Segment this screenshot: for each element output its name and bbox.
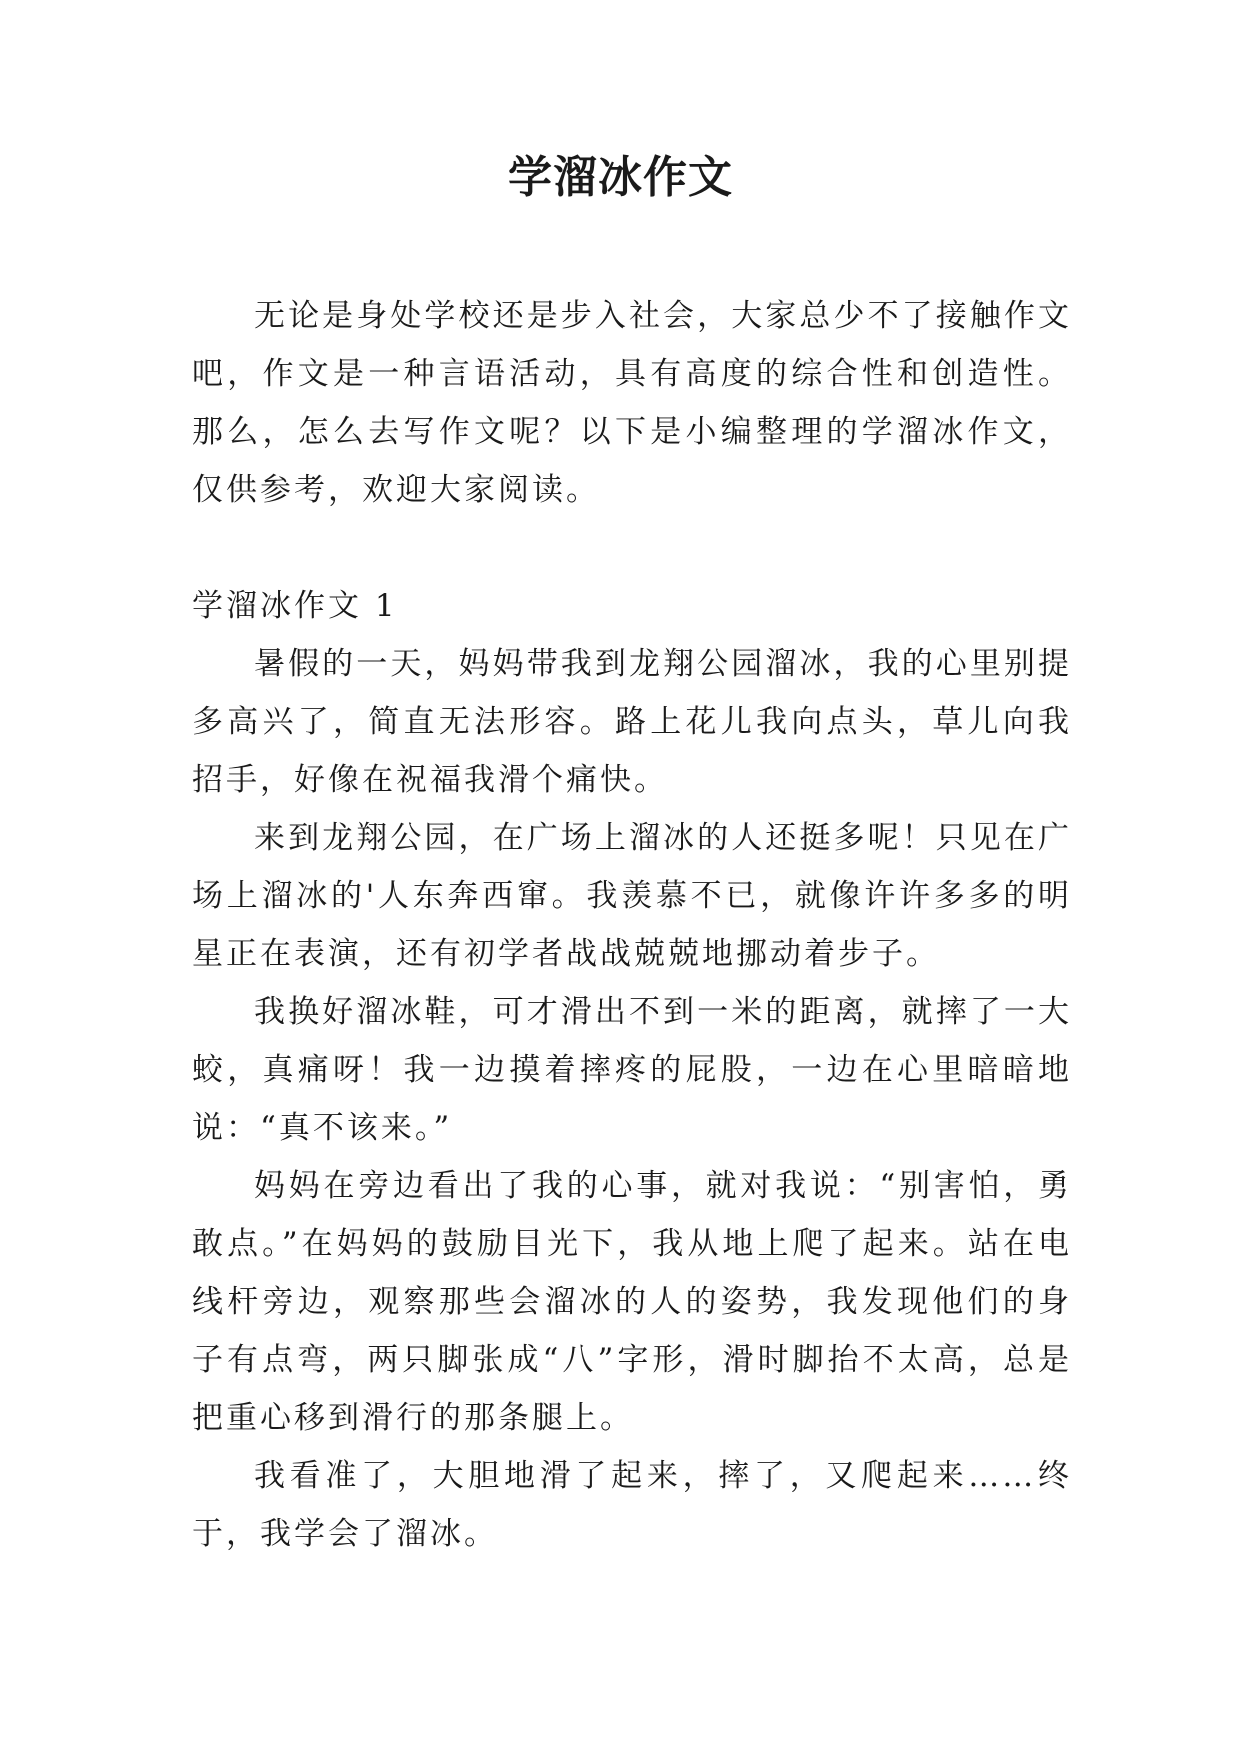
body-paragraph: 来到龙翔公园，在广场上溜冰的人还挺多呢！只见在广场上溜冰的'人东奔西窜。我羡慕不已，就像许许多多的明星正在表演，还有初学者战战兢兢地挪动着步子。: [192, 820, 1072, 972]
body-paragraph: 我换好溜冰鞋，可才滑出不到一米的距离，就摔了一大蛟，真痛呀！我一边摸着摔疼的屁股，一边在心里暗暗地说：“真不该来。”: [192, 994, 1072, 1146]
body-paragraph: 我看准了，大胆地滑了起来，摔了，又爬起来……终于，我学会了溜冰。: [192, 1458, 1072, 1552]
body-paragraph: 妈妈在旁边看出了我的心事，就对我说：“别害怕，勇敢点。”在妈妈的鼓励目光下，我从地上爬了起来。站在电线杆旁边，观察那些会溜冰的人的姿势，我发现他们的身子有点弯，两只脚张成“八”字形，滑时脚抬不太高，总是把重心移到滑行的那条腿上。: [192, 1168, 1072, 1436]
document-body: [192, 287, 1072, 1563]
intro-paragraph: 无论是身处学校还是步入社会，大家总少不了接触作文吧，作文是一种言语活动，具有高度的综合性和创造性。那么，怎么去写作文呢？以下是小编整理的学溜冰作文，仅供参考，欢迎大家阅读。: [192, 298, 1072, 508]
document-title: 学溜冰作文: [508, 152, 733, 203]
section-heading: 学溜冰作文 1: [192, 588, 398, 624]
body-paragraph: 暑假的一天，妈妈带我到龙翔公园溜冰，我的心里别提多高兴了，简直无法形容。路上花儿我向点头，草儿向我招手，好像在祝福我滑个痛快。: [192, 646, 1072, 798]
